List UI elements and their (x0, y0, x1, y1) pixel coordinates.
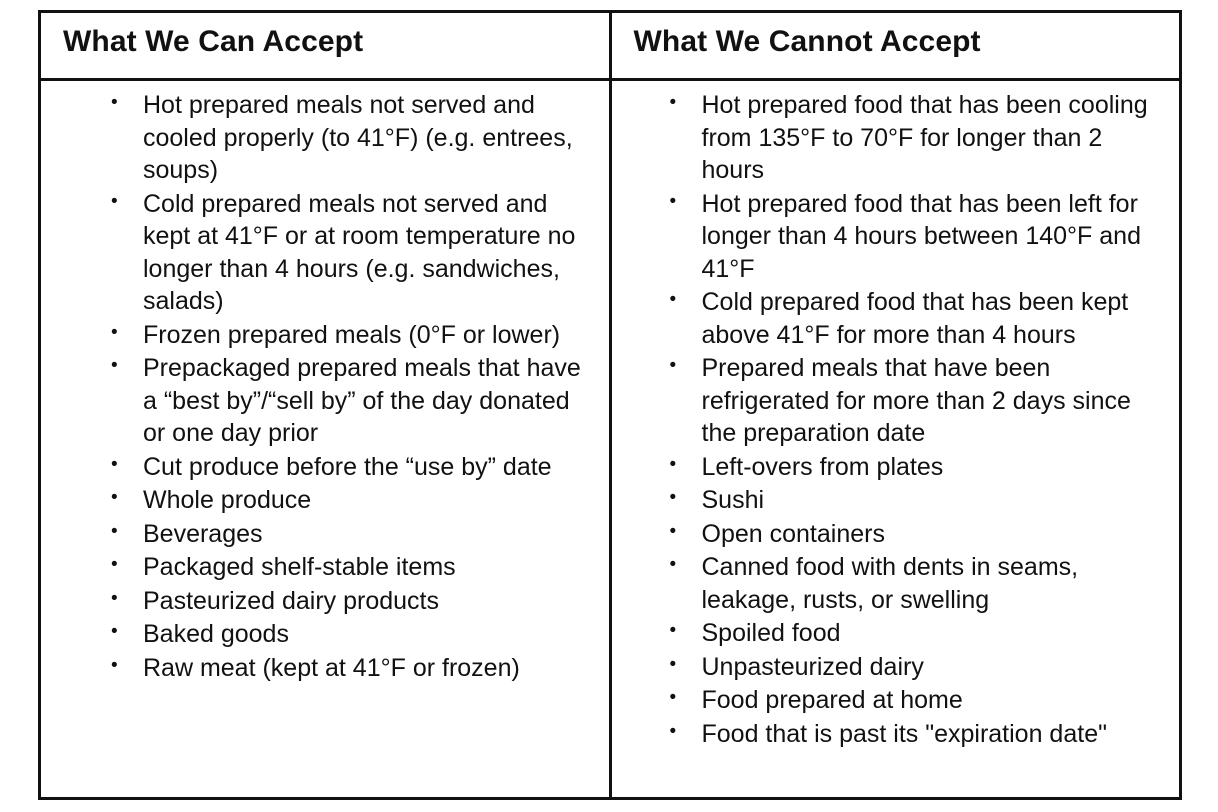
column-header-cannot-accept (610, 12, 1181, 80)
list-item: • Cold prepared meals not served and kept at 41°F or at room temperature no longer than 4 hours (e.g. sandwiches, salads) (107, 188, 599, 318)
can-accept-list (51, 89, 599, 684)
table-body-row (40, 80, 1181, 799)
cannot-accept-list (622, 89, 1170, 750)
list-item: • Left-overs from plates (666, 451, 1170, 484)
list-item: • Prepared meals that have been refrigerated for more than 2 days since the preparation date (666, 352, 1170, 450)
food-donation-acceptance-table (38, 10, 1182, 800)
list-item: • Cut produce before the “use by” date (107, 451, 599, 484)
list-item: • Canned food with dents in seams, leakage, rusts, or swelling (666, 551, 1170, 616)
list-item: • Sushi (666, 484, 1170, 517)
list-item: • Open containers (666, 518, 1170, 551)
list-item: • Food prepared at home (666, 684, 1170, 717)
list-item: • Pasteurized dairy products (107, 585, 599, 618)
list-item: • Hot prepared food that has been left for longer than 4 hours between 140°F and 41°F (666, 188, 1170, 286)
list-item: • Frozen prepared meals (0°F or lower) (107, 319, 599, 352)
list-item: • Hot prepared food that has been cooling from 135°F to 70°F for longer than 2 hours (666, 89, 1170, 187)
list-item: • Food that is past its "expiration date" (666, 718, 1170, 751)
list-item: • Packaged shelf-stable items (107, 551, 599, 584)
list-item: • Cold prepared food that has been kept above 41°F for more than 4 hours (666, 286, 1170, 351)
table-header-row (40, 12, 1181, 80)
list-item: • Spoiled food (666, 617, 1170, 650)
list-item: • Whole produce (107, 484, 599, 517)
list-item: • Raw meat (kept at 41°F or frozen) (107, 652, 599, 685)
column-header-cannot-accept-label: What We Cannot Accept (633, 25, 981, 58)
list-item: • Hot prepared meals not served and cooled properly (to 41°F) (e.g. entrees, soups) (107, 89, 599, 187)
list-item: • Prepackaged prepared meals that have a “best by”/“sell by” of the day donated or one day prior (107, 352, 599, 450)
column-header-can-accept-label: What We Can Accept (63, 25, 364, 58)
list-item: • Beverages (107, 518, 599, 551)
cell-can-accept (40, 80, 611, 799)
list-item: • Unpasteurized dairy (666, 651, 1170, 684)
list-item: • Baked goods (107, 618, 599, 651)
column-header-can-accept (40, 12, 611, 80)
cell-cannot-accept (610, 80, 1181, 799)
